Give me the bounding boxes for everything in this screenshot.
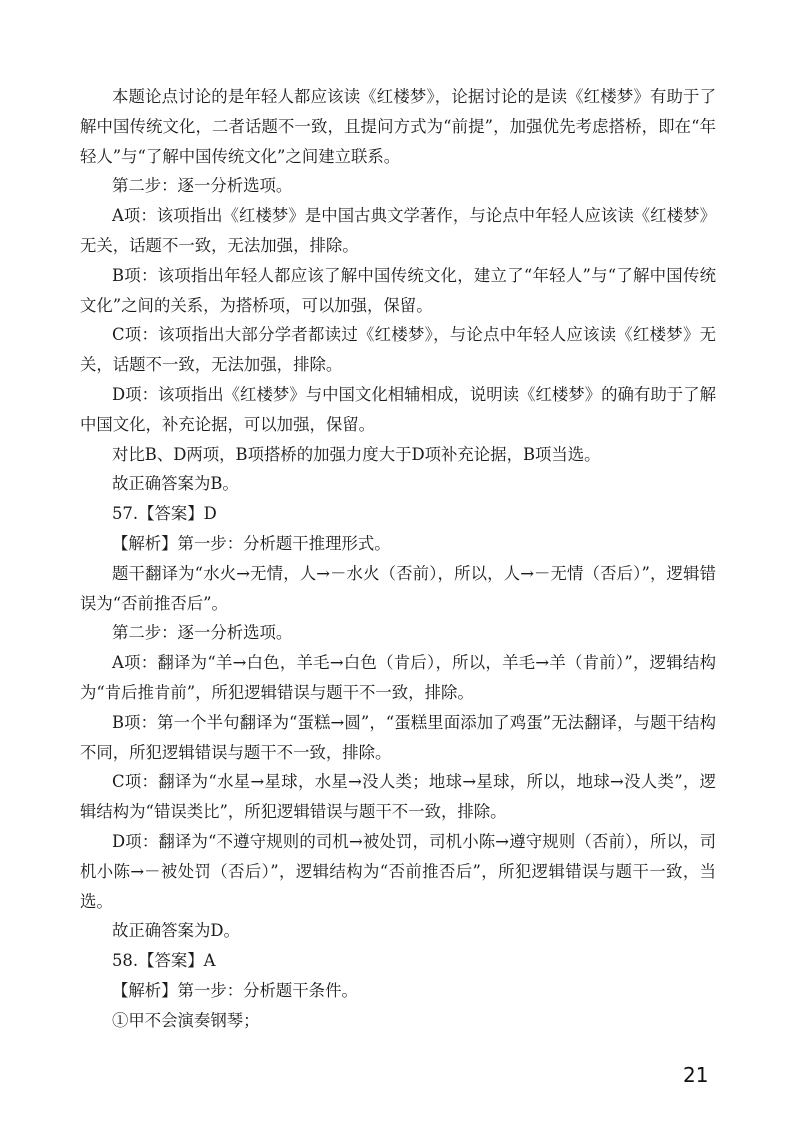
paragraph: D项：该项指出《红楼梦》与中国文化相辅相成，说明读《红楼梦》的确有助于了解中国文化，补充论据，可以加强，保留。 <box>80 384 716 434</box>
paragraph: C项：翻译为“水星→星球，水星→没人类；地球→星球，所以，地球→没人类”，逻辑结构为“错误类比”，所犯逻辑错误与题干不一致，排除。 <box>80 772 716 822</box>
paragraph: A项：该项指出《红楼梦》是中国古典文学著作，与论点中年轻人应该读《红楼梦》无关，话题不一致，无法加强，排除。 <box>80 206 716 255</box>
paragraph: 故正确答案为B。 <box>112 474 239 494</box>
paragraph: D项：翻译为“不遵守规则的司机→被处罚，司机小陈→遵守规则（否前），所以，司机小陈→－被处罚（否后）”，逻辑结构为“否前推否后”，所犯逻辑错误与题干一致，当选。 <box>80 831 716 911</box>
paragraph: 第二步：逐一分析选项。 <box>112 623 293 643</box>
paragraph: A项：翻译为“羊→白色，羊毛→白色（肯后），所以，羊毛→羊（肯前）”，逻辑结构为“肯后推肯前”，所犯逻辑错误与题干不一致，排除。 <box>80 653 716 702</box>
page-number: 21 <box>683 1063 709 1087</box>
answer-heading-57: 57.【答案】D <box>112 504 217 524</box>
paragraph: ①甲不会演奏钢琴； <box>112 1010 260 1030</box>
paragraph: 对比B、D两项，B项搭桥的加强力度大于D项补充论据，B项当选。 <box>112 444 601 464</box>
paragraph: 题干翻译为“水火→无情，人→－水火（否前），所以，人→－无情（否后）”，逻辑错误为“否前推否后”。 <box>80 563 716 613</box>
paragraph: 第二步：逐一分析选项。 <box>112 176 293 196</box>
paragraph: C项：该项指出大部分学者都读过《红楼梦》，与论点中年轻人应该读《红楼梦》无关，话题不一致，无法加强，排除。 <box>80 325 716 375</box>
paragraph: 故正确答案为D。 <box>112 921 240 941</box>
paragraph: B项：第一个半句翻译为“蛋糕→圆”，“蛋糕里面添加了鸡蛋”无法翻译，与题干结构不同，所犯逻辑错误与题干不一致，排除。 <box>80 712 716 762</box>
analysis-heading-58: 【解析】第一步：分析题干条件。 <box>112 980 358 1000</box>
paragraph: 本题论点讨论的是年轻人都应该读《红楼梦》，论据讨论的是读《红楼梦》有助于了解中国传统文化，二者话题不一致，且提问方式为“前提”，加强优先考虑搭桥，即在“年轻人”与“了解中国传统文化”之间建立联系。 <box>80 87 716 166</box>
analysis-heading-57: 【解析】第一步：分析题干推理形式。 <box>112 533 391 553</box>
answer-heading-58: 58.【答案】A <box>112 951 216 971</box>
paragraph: B项：该项指出年轻人都应该了解中国传统文化，建立了“年轻人”与“了解中国传统文化”之间的关系，为搭桥项，可以加强，保留。 <box>80 265 716 315</box>
body-text <box>80 82 716 1036</box>
